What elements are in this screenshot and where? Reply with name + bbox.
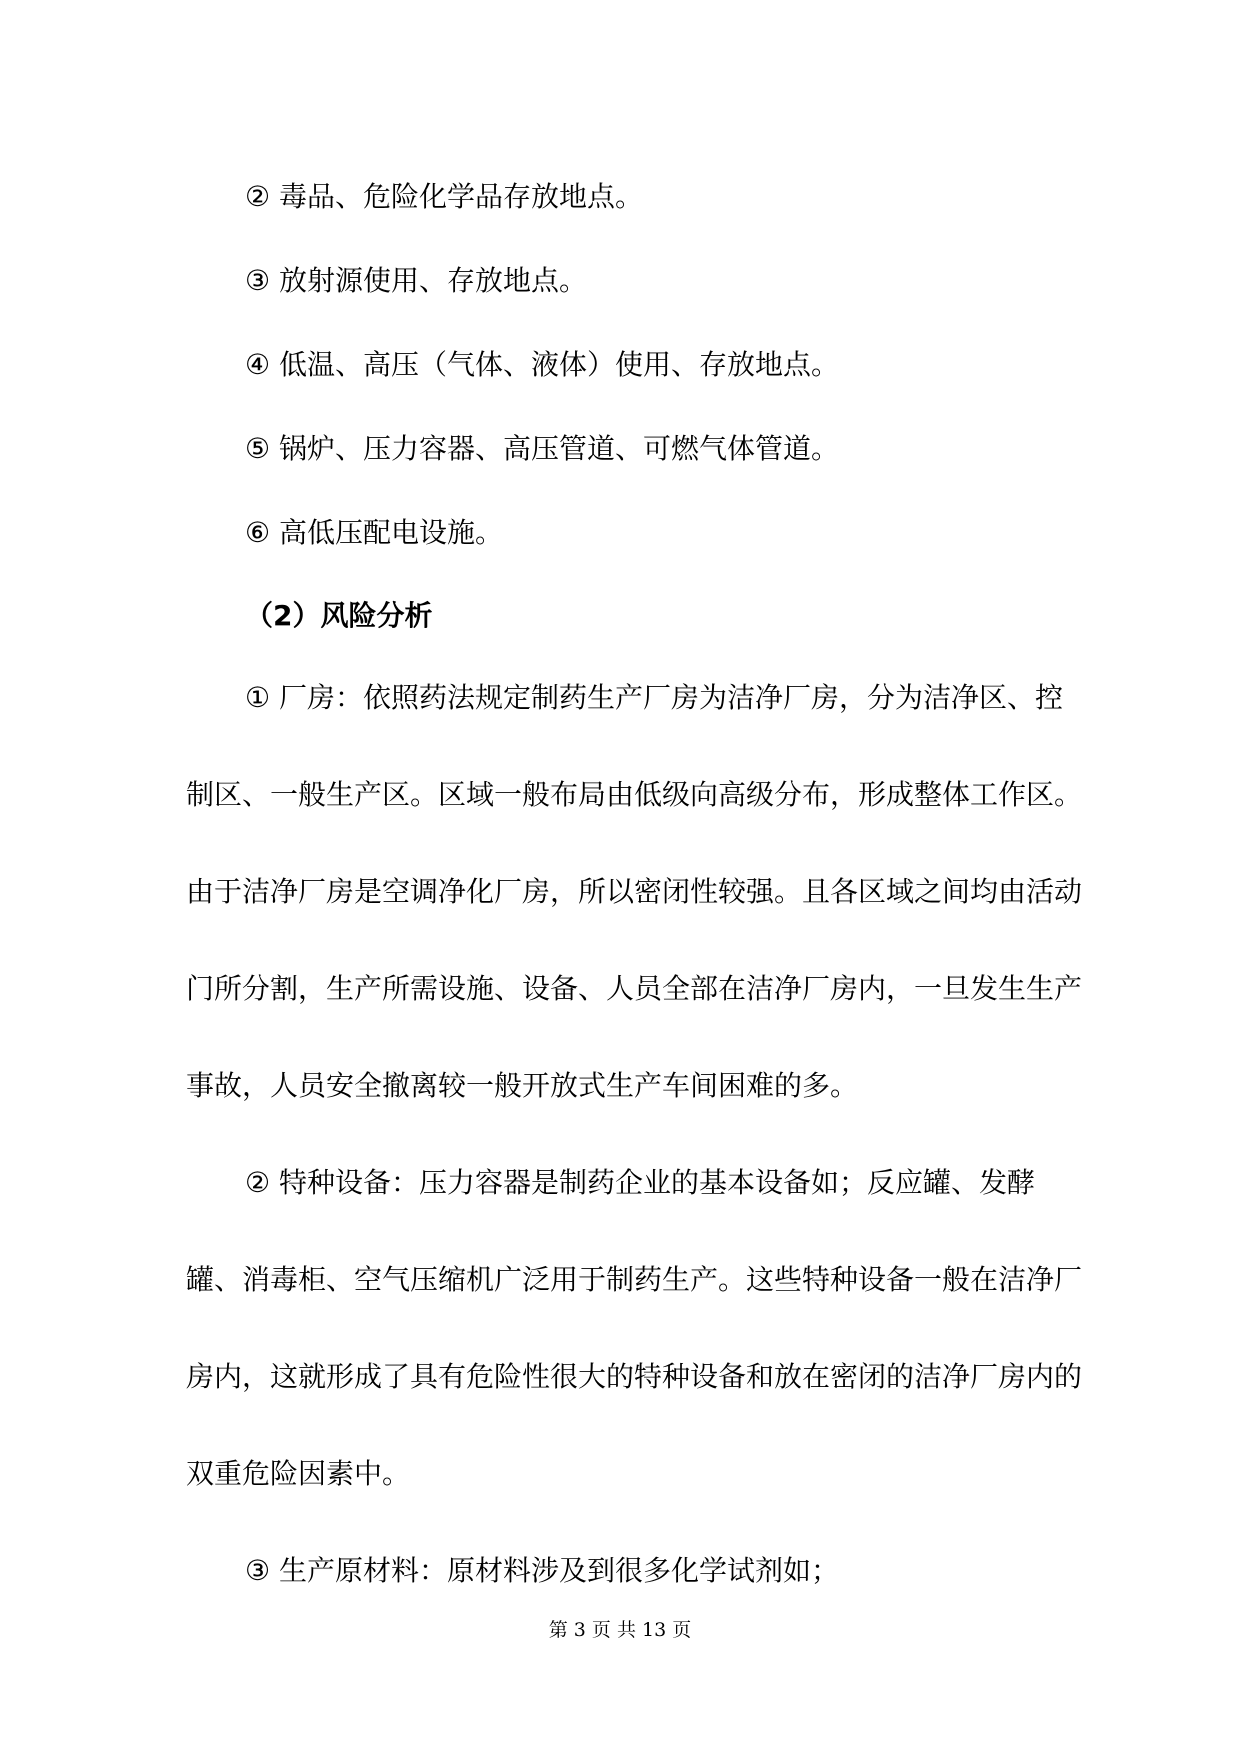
paragraph: ② 特种设备：压力容器是制药企业的基本设备如；反应罐、发酵罐、消毒柜、空气压缩机广泛用于制药生产。这些特种设备一般在洁净厂房内，这就形成了具有危险性很大的特种设备和放在密闭的洁净厂房内的双重危险因素中。: [186, 1166, 1083, 1490]
paragraph: ① 厂房：依照药法规定制药生产厂房为洁净厂房，分为洁净区、控制区、一般生产区。区域一般布局由低级向高级分布，形成整体工作区。由于洁净厂房是空调净化厂房，所以密闭性较强。且各区域之间均由活动门所分割，生产所需设施、设备、人员全部在洁净厂房内，一旦发生生产事故，人员安全撤离较一般开放式生产车间困难的多。: [186, 681, 1083, 1102]
list-item: ② 毒品、危险化学品存放地点。: [245, 180, 644, 213]
paragraph: ③ 生产原材料：原材料涉及到很多化学试剂如；: [245, 1554, 840, 1587]
list-item: ⑤ 锅炉、压力容器、高压管道、可燃气体管道。: [245, 432, 840, 465]
list-item: ③ 放射源使用、存放地点。: [245, 264, 588, 297]
list-item: ④ 低温、高压（气体、液体）使用、存放地点。: [245, 348, 840, 381]
list-item: ⑥ 高低压配电设施。: [245, 516, 504, 549]
section-heading: （2）风险分析: [245, 599, 433, 632]
page-footer: 第 3 页 共 13 页: [548, 1619, 692, 1641]
